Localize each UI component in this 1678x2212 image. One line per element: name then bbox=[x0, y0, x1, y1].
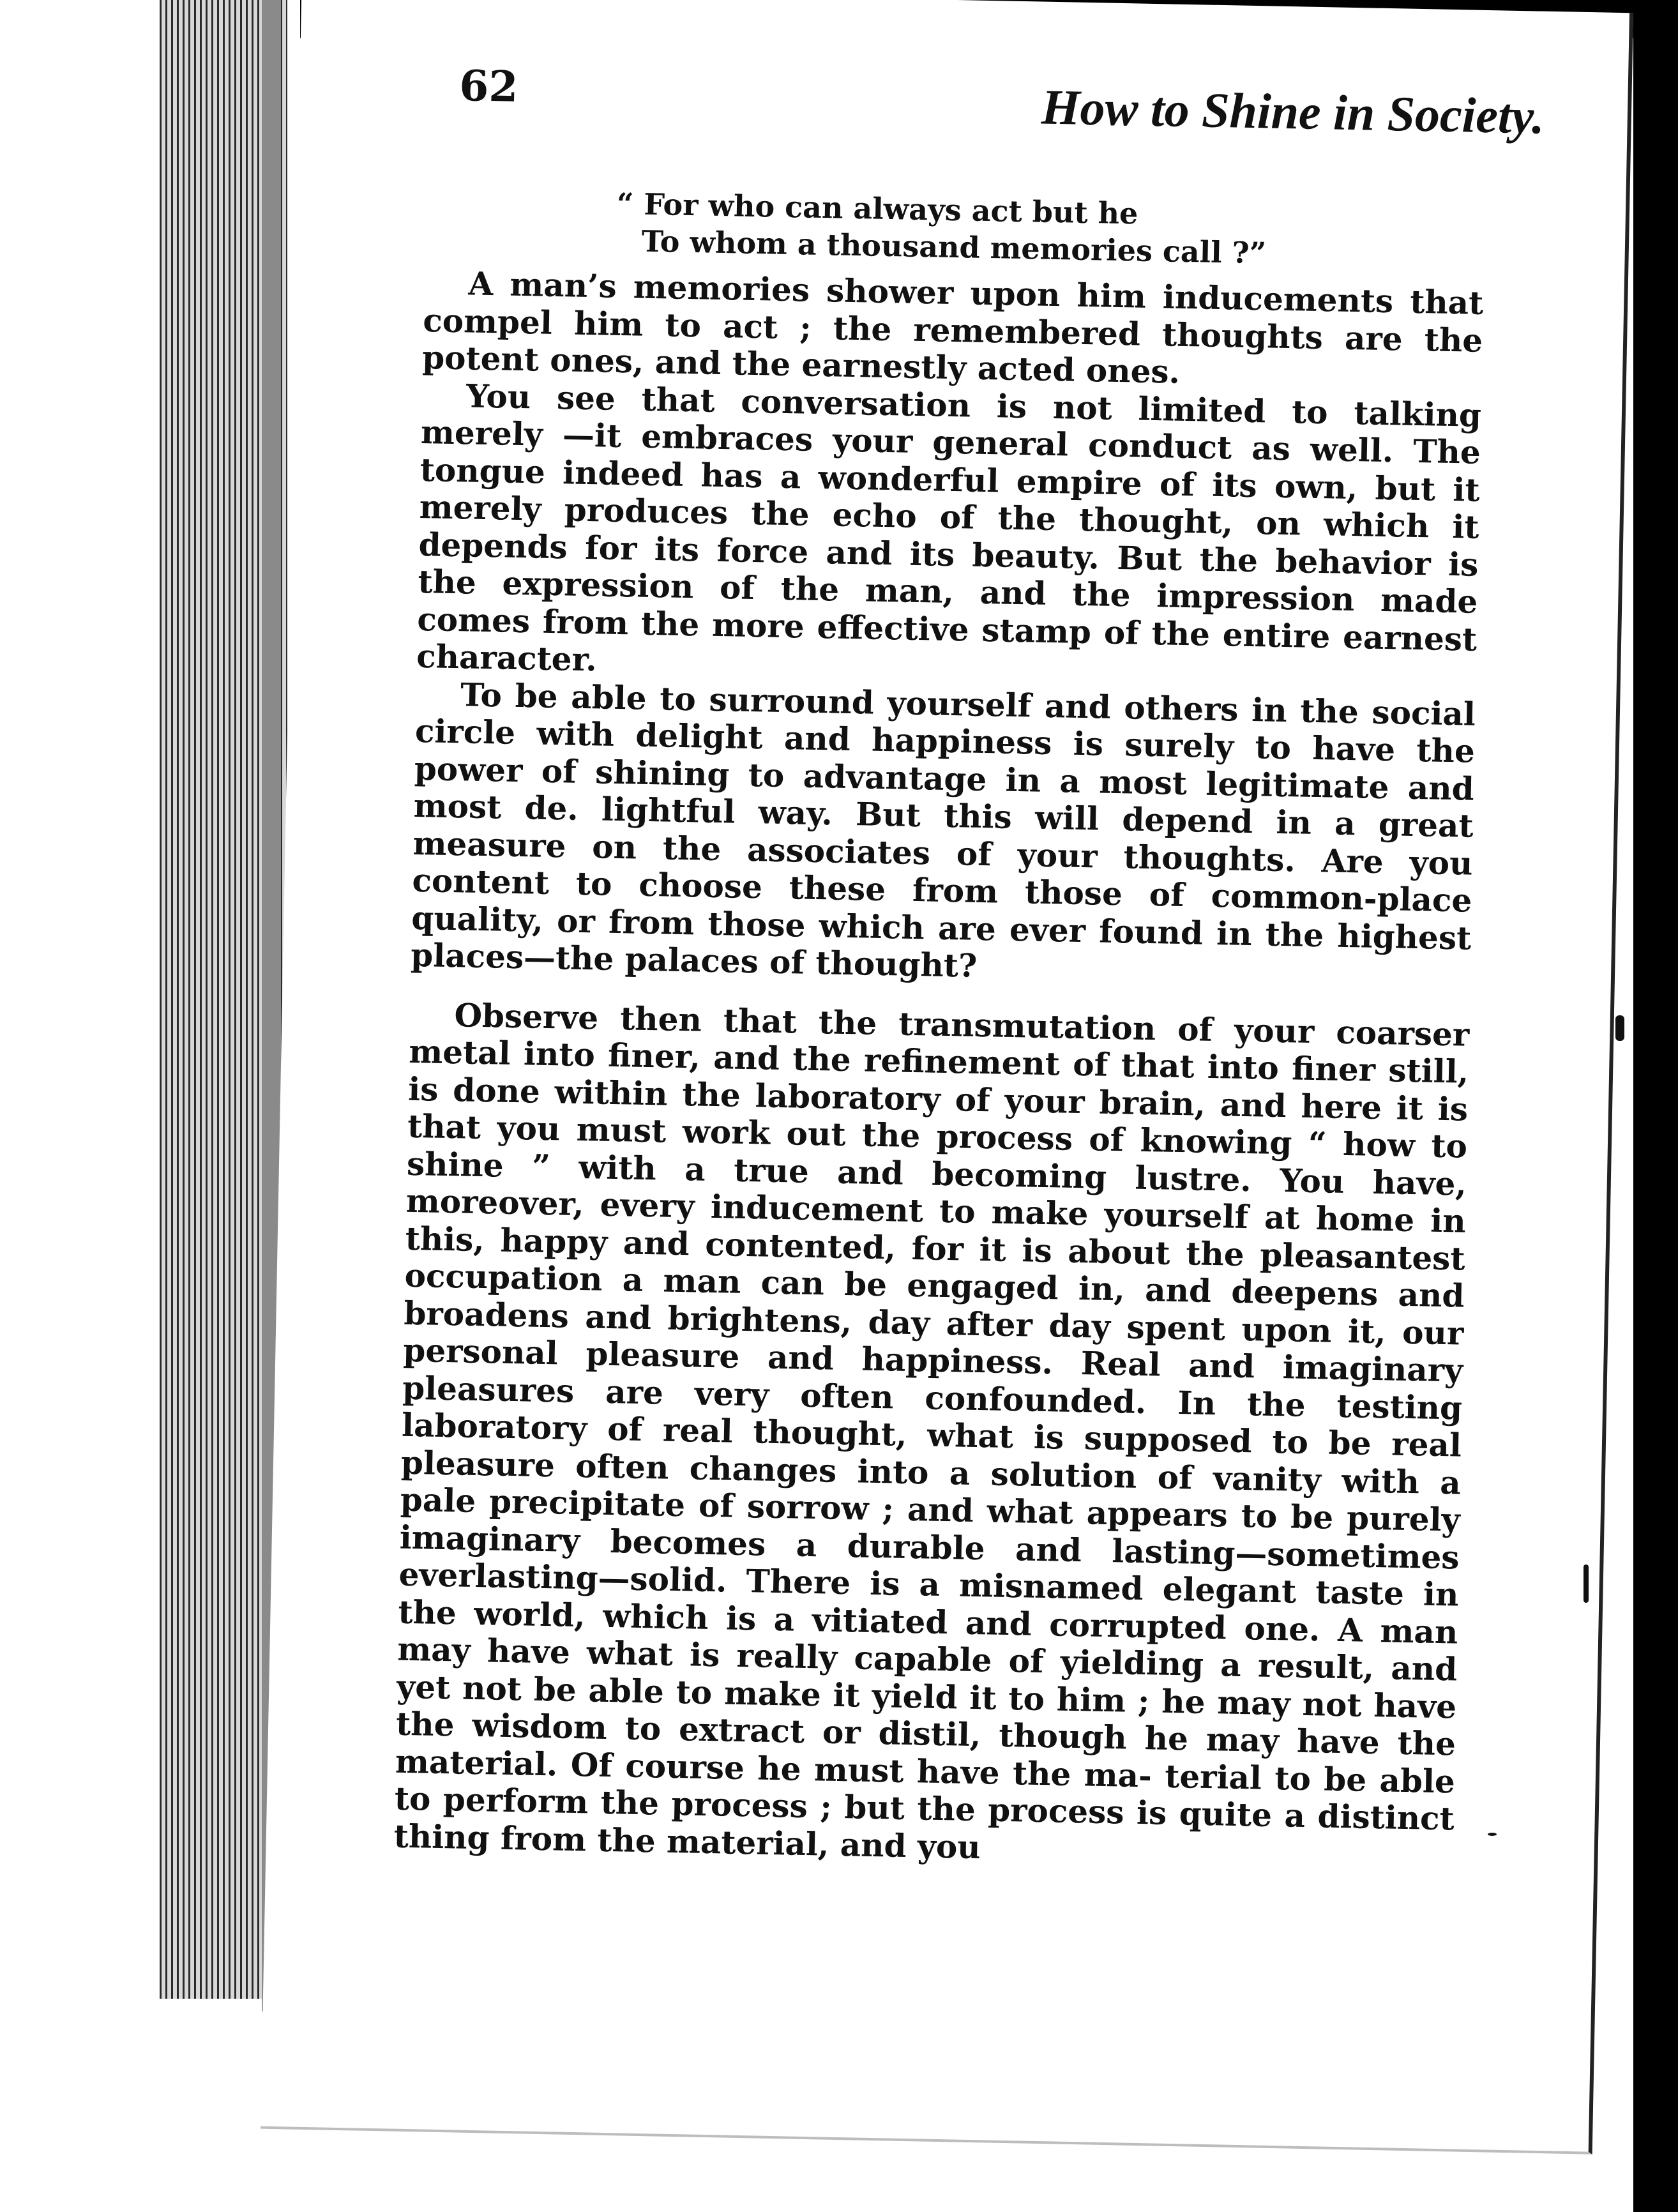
paragraph-4: Observe then that the transmutation of your coarser metal into finer, and the refinement of that into finer still, is done within the laboratory of your brain, and here it is that you must work out the process of knowing “ how to shine ” with a true and becoming lustre. You have, moreover, every inducement to make yourself at home in this, happy and contented, for it is about the pleasantest occupation a man can be engaged in, and deepens and broadens and brightens, day after day spent upon it, our personal pleasure and happiness. Real and imaginary pleasures are very often confounded. In the testing laboratory of real thought, what is supposed to be real pleasure often changes into a solution of vanity with a pale precipitate of sorrow ; and what appears to be purely imaginary becomes a durable and lasting—sometimes everlasting—solid. There is a misnamed elegant taste in the world, which is a vitiated and corrupted one. A man may have what is really capable of yielding a result, and yet not be able to make it yield it to him ; he may not have the wisdom to extract or distil, though he may have the material. Of course he must have the ma- terial to be able to perform the process ; but the process is quite a distinct thing from the material, and you bbox=[393, 996, 1470, 1866]
paragraph-3: To be able to surround yourself and others in the social circle with delight and happiness is surely to have the power of shining to advantage in a most legitimate and most de. lightful way. But this will depend in a great measure on the associates of your thoughts. Are you content to choose these from those of common-place quality, or from those which are ever found in the highest places—the palaces of thought? bbox=[410, 675, 1476, 985]
epigraph-line-2: To whom a thousand memories call ?” bbox=[641, 223, 1267, 271]
ink-speck bbox=[1615, 1015, 1624, 1041]
scan-border-right bbox=[1633, 0, 1678, 2212]
paragraph-2: You see that conversation is not limited to talking merely —it embraces your general conduct as well. The tongue indeed has a wonderful empire of its own, but it merely produces the echo of the thought, on which it depends for its force and its beauty. But the behavior is the expression of the man, and the impression made comes from the more effective stamp of the entire earnest character. bbox=[416, 376, 1482, 679]
ink-speck bbox=[1584, 1564, 1589, 1603]
epigraph bbox=[616, 185, 1383, 274]
page-header bbox=[458, 61, 1545, 158]
book-page bbox=[261, 0, 1633, 2155]
page-number: 62 bbox=[458, 61, 519, 112]
ink-speck bbox=[1488, 1833, 1497, 1836]
running-title: How to Shine in Society. bbox=[1041, 79, 1545, 144]
paragraph-1: A man’s memories shower upon him inducements that compel him to act ; the remembered thoughts are the potent ones, and the earnestly acted ones. bbox=[421, 264, 1484, 391]
epigraph-line-1: “ For who can always act but he bbox=[616, 186, 1138, 231]
body-text bbox=[393, 264, 1484, 1875]
